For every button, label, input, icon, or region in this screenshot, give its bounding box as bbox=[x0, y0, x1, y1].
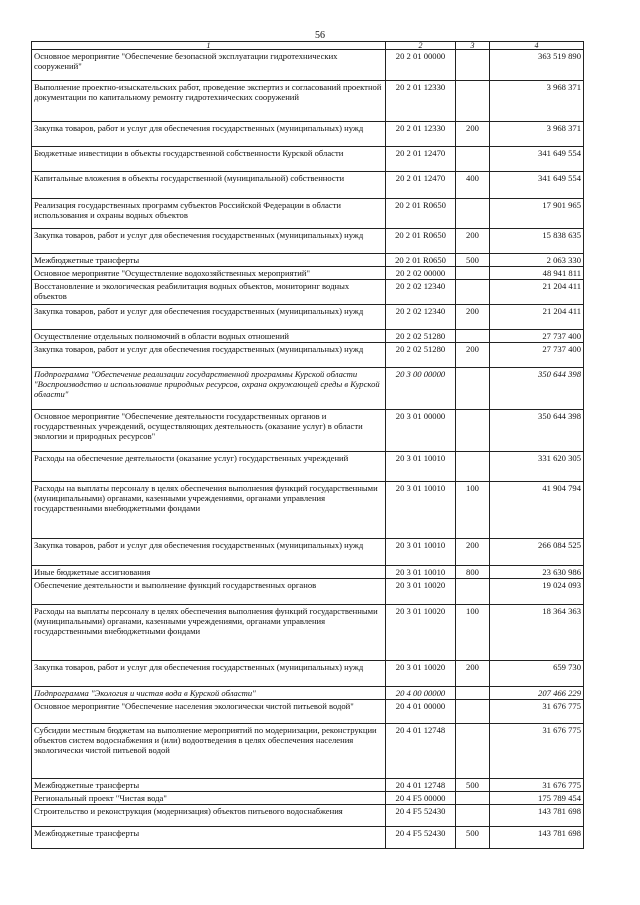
table-header-row bbox=[32, 42, 584, 50]
row-name: Закупка товаров, работ и услуг для обеспечения государственных (муниципальных) нужд bbox=[32, 305, 386, 330]
row-name: Закупка товаров, работ и услуг для обеспечения государственных (муниципальных) нужд bbox=[32, 229, 386, 254]
row-amount: 363 519 890 bbox=[490, 50, 584, 81]
row-name: Закупка товаров, работ и услуг для обеспечения государственных (муниципальных) нужд bbox=[32, 539, 386, 566]
row-expense-type bbox=[456, 579, 490, 605]
row-amount: 350 644 398 bbox=[490, 368, 584, 410]
row-amount: 23 630 986 bbox=[490, 566, 584, 579]
row-name: Капитальные вложения в объекты государственной (муниципальной) собственности bbox=[32, 172, 386, 199]
row-amount: 266 084 525 bbox=[490, 539, 584, 566]
row-name: Межбюджетные трансферты bbox=[32, 779, 386, 792]
row-amount: 31 676 775 bbox=[490, 700, 584, 724]
row-amount: 19 024 093 bbox=[490, 579, 584, 605]
row-amount: 27 737 400 bbox=[490, 330, 584, 343]
row-code: 20 2 02 51280 bbox=[386, 343, 456, 368]
row-code: 20 2 01 R0650 bbox=[386, 254, 456, 267]
row-name: Бюджетные инвестиции в объекты государственной собственности Курской области bbox=[32, 147, 386, 172]
row-amount: 18 364 363 bbox=[490, 605, 584, 661]
row-code: 20 4 00 00000 bbox=[386, 687, 456, 700]
row-name: Основное мероприятие "Обеспечение деятельности государственных органов и государственных учреждений, осуществляющих деятельность (оказание услуг) в области экологии и природных ресурсов" bbox=[32, 410, 386, 452]
row-code: 20 4 F5 00000 bbox=[386, 792, 456, 805]
table-row bbox=[32, 539, 584, 566]
row-code: 20 4 F5 52430 bbox=[386, 827, 456, 849]
table-row bbox=[32, 343, 584, 368]
table-row bbox=[32, 305, 584, 330]
row-code: 20 2 02 00000 bbox=[386, 267, 456, 280]
table-row bbox=[32, 330, 584, 343]
table-row bbox=[32, 267, 584, 280]
row-expense-type: 200 bbox=[456, 305, 490, 330]
row-expense-type bbox=[456, 452, 490, 482]
table-row bbox=[32, 229, 584, 254]
row-expense-type bbox=[456, 700, 490, 724]
row-amount: 331 620 305 bbox=[490, 452, 584, 482]
row-name: Расходы на обеспечение деятельности (оказание услуг) государственных учреждений bbox=[32, 452, 386, 482]
table-row bbox=[32, 579, 584, 605]
row-expense-type: 100 bbox=[456, 605, 490, 661]
table-row bbox=[32, 172, 584, 199]
row-amount: 175 789 454 bbox=[490, 792, 584, 805]
row-expense-type bbox=[456, 50, 490, 81]
row-name: Расходы на выплаты персоналу в целях обеспечения выполнения функций государственными (муниципальными) органами, казенными учреждениями, органами управления государственными внебюджетными фондами bbox=[32, 605, 386, 661]
row-expense-type: 500 bbox=[456, 254, 490, 267]
row-name: Осуществление отдельных полномочий в области водных отношений bbox=[32, 330, 386, 343]
row-code: 20 2 01 12330 bbox=[386, 122, 456, 147]
table-row bbox=[32, 482, 584, 539]
column-number-1: 1 bbox=[32, 42, 386, 50]
row-code: 20 4 F5 52430 bbox=[386, 805, 456, 827]
row-amount: 31 676 775 bbox=[490, 779, 584, 792]
table-row bbox=[32, 827, 584, 849]
row-amount: 143 781 698 bbox=[490, 827, 584, 849]
table-row bbox=[32, 779, 584, 792]
row-expense-type: 200 bbox=[456, 122, 490, 147]
row-expense-type: 100 bbox=[456, 482, 490, 539]
table-row bbox=[32, 805, 584, 827]
table-row bbox=[32, 50, 584, 81]
table-row bbox=[32, 792, 584, 805]
row-code: 20 4 01 12748 bbox=[386, 724, 456, 779]
row-expense-type bbox=[456, 199, 490, 229]
table-row bbox=[32, 452, 584, 482]
row-name: Выполнение проектно-изыскательских работ, проведение экспертиз и согласований проектной документации по капитальному ремонту гидротехнических сооружений bbox=[32, 81, 386, 122]
row-expense-type bbox=[456, 687, 490, 700]
row-code: 20 3 01 10020 bbox=[386, 605, 456, 661]
row-code: 20 2 02 12340 bbox=[386, 280, 456, 305]
row-code: 20 3 01 10020 bbox=[386, 579, 456, 605]
row-expense-type: 500 bbox=[456, 827, 490, 849]
row-code: 20 4 01 12748 bbox=[386, 779, 456, 792]
row-amount: 17 901 965 bbox=[490, 199, 584, 229]
row-amount: 2 063 330 bbox=[490, 254, 584, 267]
row-amount: 341 649 554 bbox=[490, 172, 584, 199]
row-code: 20 3 00 00000 bbox=[386, 368, 456, 410]
row-expense-type: 200 bbox=[456, 539, 490, 566]
row-amount: 207 466 229 bbox=[490, 687, 584, 700]
row-name: Основное мероприятие "Осуществление водохозяйственных мероприятий" bbox=[32, 267, 386, 280]
row-expense-type bbox=[456, 368, 490, 410]
row-name: Закупка товаров, работ и услуг для обеспечения государственных (муниципальных) нужд bbox=[32, 661, 386, 687]
row-code: 20 3 01 10010 bbox=[386, 452, 456, 482]
row-name: Расходы на выплаты персоналу в целях обеспечения выполнения функций государственными (муниципальными) органами, казенными учреждениями, органами управления государственными внебюджетными фондами bbox=[32, 482, 386, 539]
row-name: Региональный проект "Чистая вода" bbox=[32, 792, 386, 805]
row-name: Закупка товаров, работ и услуг для обеспечения государственных (муниципальных) нужд bbox=[32, 122, 386, 147]
row-name: Восстановление и экологическая реабилитация водных объектов, мониторинг водных объектов bbox=[32, 280, 386, 305]
row-code: 20 2 01 R0650 bbox=[386, 199, 456, 229]
row-name: Межбюджетные трансферты bbox=[32, 827, 386, 849]
table-row bbox=[32, 566, 584, 579]
row-expense-type bbox=[456, 792, 490, 805]
table-row bbox=[32, 410, 584, 452]
row-name: Межбюджетные трансферты bbox=[32, 254, 386, 267]
row-expense-type: 200 bbox=[456, 661, 490, 687]
row-amount: 21 204 411 bbox=[490, 280, 584, 305]
column-number-4: 4 bbox=[490, 42, 584, 50]
row-code: 20 3 01 00000 bbox=[386, 410, 456, 452]
row-code: 20 2 02 12340 bbox=[386, 305, 456, 330]
row-name: Обеспечение деятельности и выполнение функций государственных органов bbox=[32, 579, 386, 605]
table-row bbox=[32, 254, 584, 267]
column-number-2: 2 bbox=[386, 42, 456, 50]
row-amount: 48 941 811 bbox=[490, 267, 584, 280]
row-code: 20 2 01 12330 bbox=[386, 81, 456, 122]
table-row bbox=[32, 368, 584, 410]
row-amount: 27 737 400 bbox=[490, 343, 584, 368]
row-amount: 15 838 635 bbox=[490, 229, 584, 254]
page-number: 56 bbox=[315, 30, 325, 41]
row-code: 20 2 01 R0650 bbox=[386, 229, 456, 254]
row-amount: 31 676 775 bbox=[490, 724, 584, 779]
row-amount: 341 649 554 bbox=[490, 147, 584, 172]
row-expense-type bbox=[456, 280, 490, 305]
row-amount: 3 968 371 bbox=[490, 122, 584, 147]
row-expense-type bbox=[456, 267, 490, 280]
row-code: 20 3 01 10010 bbox=[386, 566, 456, 579]
column-number-3: 3 bbox=[456, 42, 490, 50]
table-row bbox=[32, 81, 584, 122]
row-code: 20 3 01 10010 bbox=[386, 539, 456, 566]
table-row bbox=[32, 661, 584, 687]
row-name: Реализация государственных программ субъектов Российской Федерации в области использования и охраны водных объектов bbox=[32, 199, 386, 229]
row-code: 20 4 01 00000 bbox=[386, 700, 456, 724]
row-name: Субсидии местным бюджетам на выполнение мероприятий по модернизации, реконструкции объектов систем водоснабжения и (или) водоотведения в целях обеспечения населения экологически чистой питьевой водой bbox=[32, 724, 386, 779]
row-amount: 3 968 371 bbox=[490, 81, 584, 122]
row-expense-type: 200 bbox=[456, 343, 490, 368]
row-code: 20 3 01 10010 bbox=[386, 482, 456, 539]
row-name: Основное мероприятие "Обеспечение безопасной эксплуатации гидротехнических сооружений" bbox=[32, 50, 386, 81]
table-row bbox=[32, 199, 584, 229]
row-expense-type bbox=[456, 330, 490, 343]
row-amount: 41 904 794 bbox=[490, 482, 584, 539]
row-code: 20 2 01 00000 bbox=[386, 50, 456, 81]
table-row bbox=[32, 280, 584, 305]
row-name: Основное мероприятие "Обеспечение населения экологически чистой питьевой водой" bbox=[32, 700, 386, 724]
row-name: Иные бюджетные ассигнования bbox=[32, 566, 386, 579]
table-row bbox=[32, 700, 584, 724]
row-code: 20 2 01 12470 bbox=[386, 147, 456, 172]
row-code: 20 2 01 12470 bbox=[386, 172, 456, 199]
row-expense-type: 400 bbox=[456, 172, 490, 199]
row-amount: 659 730 bbox=[490, 661, 584, 687]
row-amount: 350 644 398 bbox=[490, 410, 584, 452]
row-expense-type: 800 bbox=[456, 566, 490, 579]
row-expense-type: 500 bbox=[456, 779, 490, 792]
table-row bbox=[32, 605, 584, 661]
row-code: 20 2 02 51280 bbox=[386, 330, 456, 343]
row-name: Подпрограмма "Обеспечение реализации государственной программы Курской области "Воспроизводство и использование природных ресурсов, охрана окружающей среды в Курской области" bbox=[32, 368, 386, 410]
table-row bbox=[32, 724, 584, 779]
table-row bbox=[32, 122, 584, 147]
row-expense-type: 200 bbox=[456, 229, 490, 254]
row-expense-type bbox=[456, 724, 490, 779]
table-row bbox=[32, 687, 584, 700]
row-name: Подпрограмма "Экология и чистая вода в Курской области" bbox=[32, 687, 386, 700]
row-expense-type bbox=[456, 805, 490, 827]
row-expense-type bbox=[456, 147, 490, 172]
table-row bbox=[32, 147, 584, 172]
row-amount: 21 204 411 bbox=[490, 305, 584, 330]
row-expense-type bbox=[456, 81, 490, 122]
budget-table bbox=[31, 41, 584, 849]
row-expense-type bbox=[456, 410, 490, 452]
row-code: 20 3 01 10020 bbox=[386, 661, 456, 687]
row-name: Строительство и реконструкция (модернизация) объектов питьевого водоснабжения bbox=[32, 805, 386, 827]
row-name: Закупка товаров, работ и услуг для обеспечения государственных (муниципальных) нужд bbox=[32, 343, 386, 368]
row-amount: 143 781 698 bbox=[490, 805, 584, 827]
